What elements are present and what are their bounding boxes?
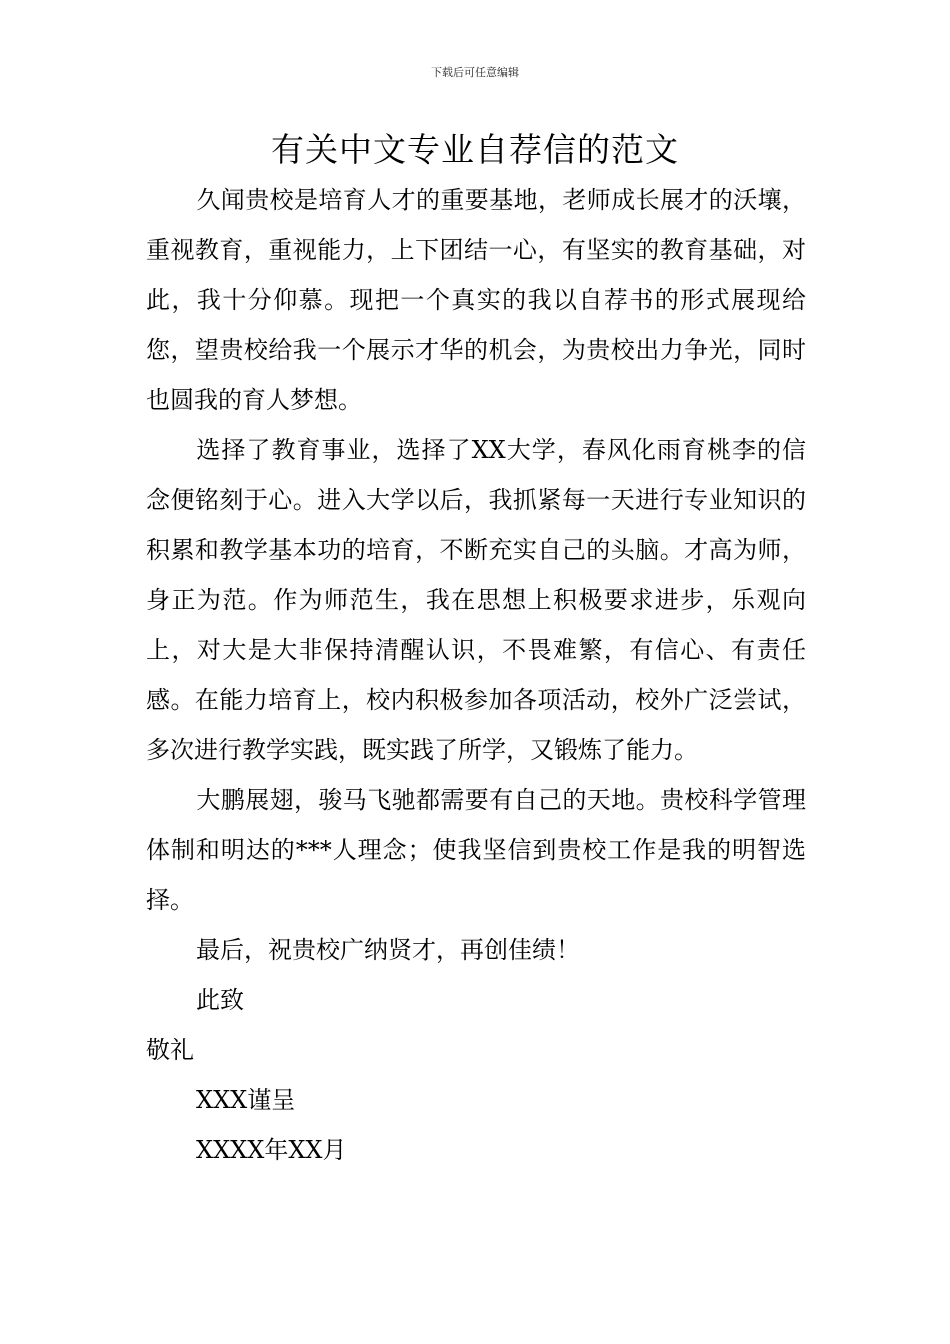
salutation-cizhi: 此致	[196, 986, 244, 1014]
salutation-jingli: 敬礼	[146, 1036, 194, 1064]
signature: XXX谨呈	[196, 1086, 296, 1114]
date-line: XXXX年XX月	[196, 1136, 347, 1164]
paragraph-intro: 久闻贵校是培育人才的重要基地，老师成长展才的沃壤，重视教育，重视能力，上下团结一心，有坚实的教育基础，对此，我十分仰慕。现把一个真实的我以自荐书的形式展现给您，望贵校给我一个展示才华的机会，为贵校出力争光，同时也圆我的育人梦想。	[146, 186, 806, 414]
closing-wish: 最后，祝贵校广纳贤才，再创佳绩！	[196, 936, 580, 964]
document-title: 有关中文专业自荐信的范文	[271, 130, 679, 169]
paragraph-education: 选择了教育事业，选择了XX大学，春风化雨育桃李的信念便铭刻于心。进入大学以后，我抓紧每一天进行专业知识的积累和教学基本功的培育，不断充实自己的头脑。才高为师，身正为范。作为师范生，我在思想上积极要求进步，乐观向上，对大是大非保持清醒认识，不畏难繁，有信心、有责任感。在能力培育上，校内积极参加各项活动，校外广泛尝试，多次进行教学实践，既实践了所学，又锻炼了能力。	[146, 436, 806, 764]
paragraph-choice: 大鹏展翅，骏马飞驰都需要有自己的天地。贵校科学管理体制和明达的***人理念；使我坚信到贵校工作是我的明智选择。	[146, 786, 806, 914]
header-note: 下载后可任意编辑	[431, 66, 519, 79]
letter-body	[146, 175, 806, 1175]
